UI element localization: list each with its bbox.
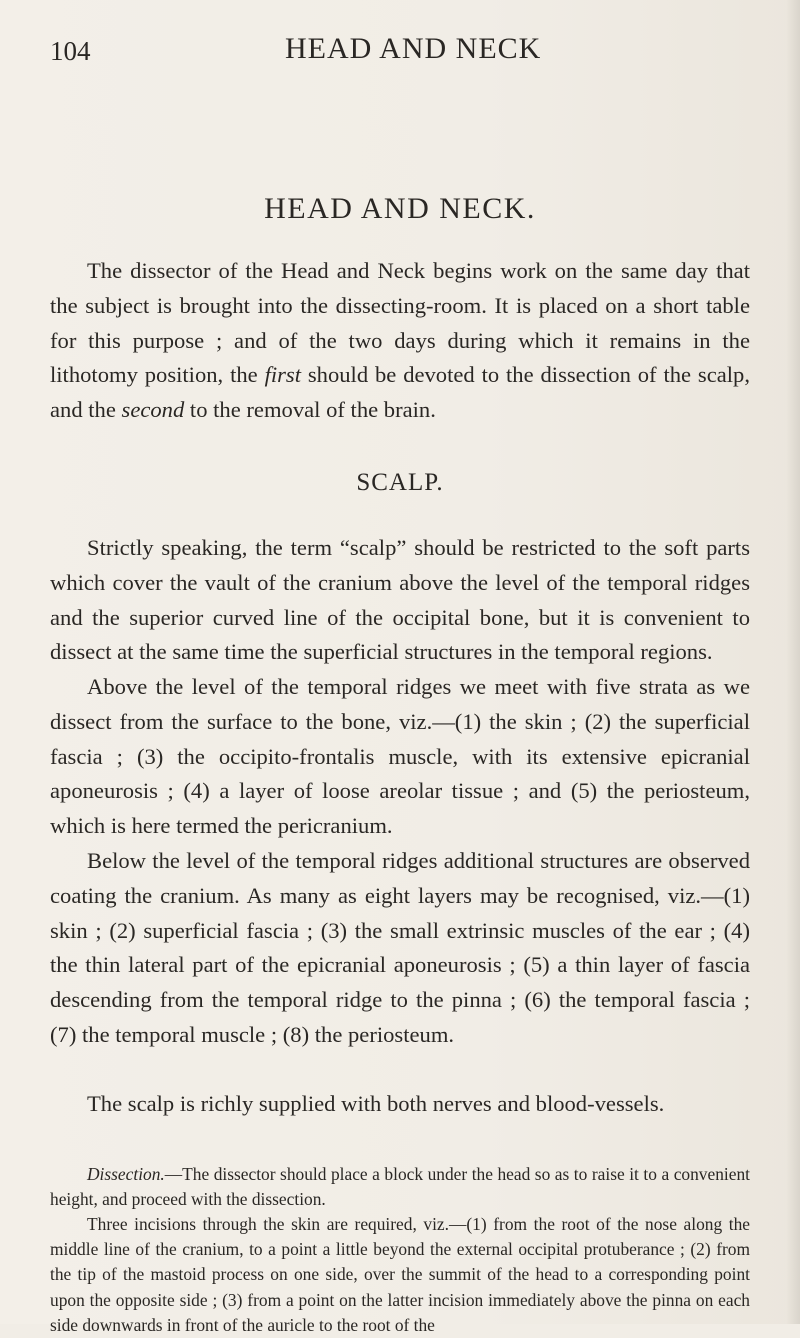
scalp-paragraph-3: Below the level of the temporal ridges additional structures are observed coating the cranium. As many as eight layers may be recognised, viz.—(1) skin ; (2) superficial fascia ; (3) the small extrinsic muscles of the ear ; (4) the thin lateral part of the epicranial aponeurosis ; (5) a thin layer of fascia descending from the temporal ridge to the pinna ; (6) the temporal fascia ; (7) the temporal muscle ; (8) the periosteum. — [50, 848, 750, 1047]
intro-first: first — [264, 362, 301, 388]
intro-text-1: The dissector of the Head and Neck begins work on the same day that the subject is brought into the dissecting-room. It is placed on a short table for this purpose ; and of the two days during which it remains in the lithotomy position, the — [50, 258, 750, 388]
running-header — [50, 30, 750, 70]
intro-text-3: to the removal of the brain. — [184, 397, 436, 423]
dissection-paragraph-1 — [50, 1162, 750, 1212]
scalp-paragraph-2: Above the level of the temporal ridges we meet with five strata as we dissect from the surface to the bone, viz.—(1) the skin ; (2) the superficial fascia ; (3) the occipito-frontalis muscle, with its extensive epicranial aponeurosis ; (4) a layer of loose areolar tissue ; and (5) the periosteum, which is here termed the pericranium. — [50, 674, 750, 839]
intro-second: second — [121, 397, 185, 423]
running-title: HEAD AND NECK — [285, 32, 542, 65]
page-number: 104 — [50, 36, 91, 66]
scalp-paragraph-4: The scalp is richly supplied with both nerves and blood-vessels. — [87, 1091, 665, 1116]
intro-paragraph — [50, 254, 750, 428]
scalp-heading: SCALP. — [356, 469, 444, 496]
dissection-paragraph-2: Three incisions through the skin are required, viz.—(1) from the root of the nose along the middle line of the cranium, to a point a little beyond the external occipital protuberance ; (2) from the tip of the mastoid process on one side, over the summit of the head to a corresponding point upon the opposite side ; (3) from a point on the latter incision immediately above the pinna on each side downwards in front of the auricle to the root of the — [50, 1214, 750, 1335]
dissection-text-1: —The dissector should place a block under the head so as to raise it to a convenient height, and proceed with the dissection. — [50, 1164, 750, 1210]
scalp-paragraph-1: Strictly speaking, the term “scalp” should be restricted to the soft parts which cover the vault of the cranium above the level of the temporal ridges and the superior curved line of the occipital bone, but it is convenient to dissect at the same time the superficial structures in the temporal regions. — [50, 535, 750, 665]
section-title: HEAD AND NECK. — [264, 192, 536, 225]
intro-text-2: should be devoted to the dissection of the scalp, and the — [50, 362, 750, 423]
dissection-lead: Dissection. — [87, 1164, 165, 1184]
